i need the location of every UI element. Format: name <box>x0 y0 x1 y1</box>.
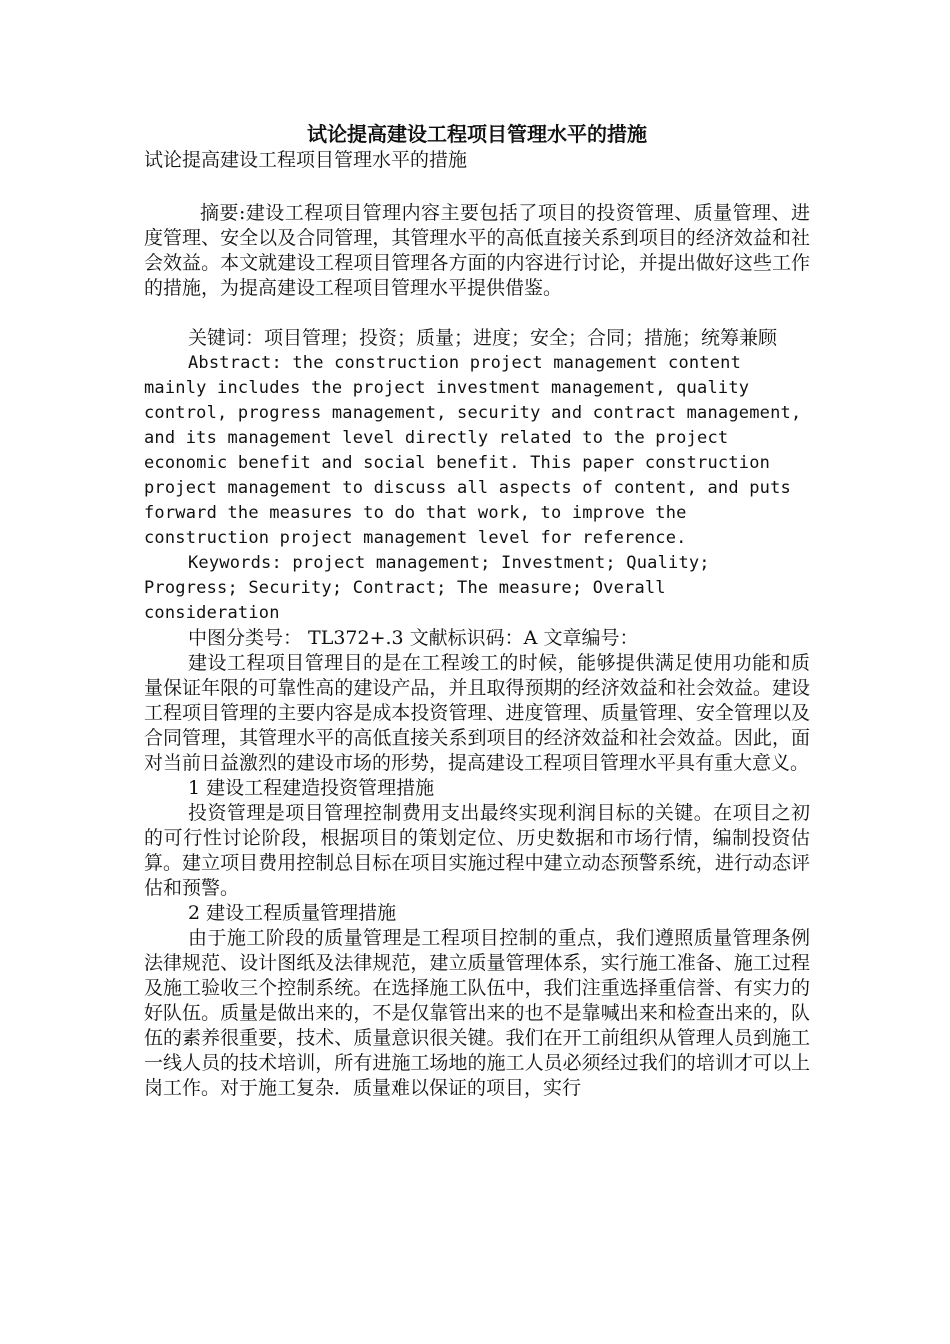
section1-heading: 1 建设工程建造投资管理措施 <box>188 777 435 799</box>
intro-paragraph: 建设工程项目管理目的是在工程竣工的时候，能够提供满足使用功能和质量保证年限的可靠性高的建设产品，并且取得预期的经济效益和社会效益。建设工程项目管理的主要内容是成本投资管理、进度管理、质量管理、安全管理以及合同管理，其管理水平的高低直接关系到项目的经济效益和社会效益。因此，面对当前日益激烈的建设市场的形势，提高建设工程项目管理水平具有重大意义。 <box>144 652 810 774</box>
keywords-cn: 关键词：项目管理；投资；质量；进度；安全；合同；措施；统筹兼顾 <box>188 327 778 349</box>
document-page <box>144 120 810 1101</box>
abstract-en: Abstract: the construction project management content mainly includes the project investment management, quality control, progress management, security and contract management, and its management level directly related to the project economic benefit and social benefit. This paper construction project management to discuss all aspects of content, and puts forward the measures to do that work, to improve the construction project management level for reference. <box>144 353 802 548</box>
document-title: 试论提高建设工程项目管理水平的措施 <box>307 122 647 146</box>
keywords-en: Keywords: project management; Investment; Quality; Progress; Security; Contract; The measure; Overall consideration <box>144 553 710 623</box>
section2-body: 由于施工阶段的质量管理是工程项目控制的重点，我们遵照质量管理条例法律规范、设计图纸及法律规范，建立质量管理体系，实行施工准备、施工过程及施工验收三个控制系统。在选择施工队伍中，我们注重选择重信誉、有实力的好队伍。质量是做出来的，不是仅靠管出来的也不是靠喊出来和检查出来的，队伍的素养很重要，技术、质量意识很关键。我们在开工前组织从管理人员到施工一线人员的技术培训，所有进施工场地的施工人员必须经过我们的培训才可以上岗工作。对于施工复杂．质量难以保证的项目，实行 <box>144 927 810 1099</box>
section2-heading: 2 建设工程质量管理措施 <box>188 902 397 924</box>
spacer <box>144 176 810 201</box>
spacer <box>144 301 810 326</box>
section1-body: 投资管理是项目管理控制费用支出最终实现利润目标的关键。在项目之初的可行性讨论阶段，根据项目的策划定位、历史数据和市场行情，编制投资估算。建立项目费用控制总目标在项目实施过程中建立动态预警系统，进行动态评估和预警。 <box>144 802 810 899</box>
abstract-cn: 摘要:建设工程项目管理内容主要包括了项目的投资管理、质量管理、进度管理、安全以及合同管理，其管理水平的高低直接关系到项目的经济效益和社会效益。本文就建设工程项目管理各方面的内容进行讨论，并提出做好这些工作的措施，为提高建设工程项目管理水平提供借鉴。 <box>144 202 810 299</box>
classification-line: 中图分类号： TL372+.3 文献标识码：A 文章编号： <box>188 627 639 649</box>
document-subtitle: 试论提高建设工程项目管理水平的措施 <box>144 149 468 171</box>
